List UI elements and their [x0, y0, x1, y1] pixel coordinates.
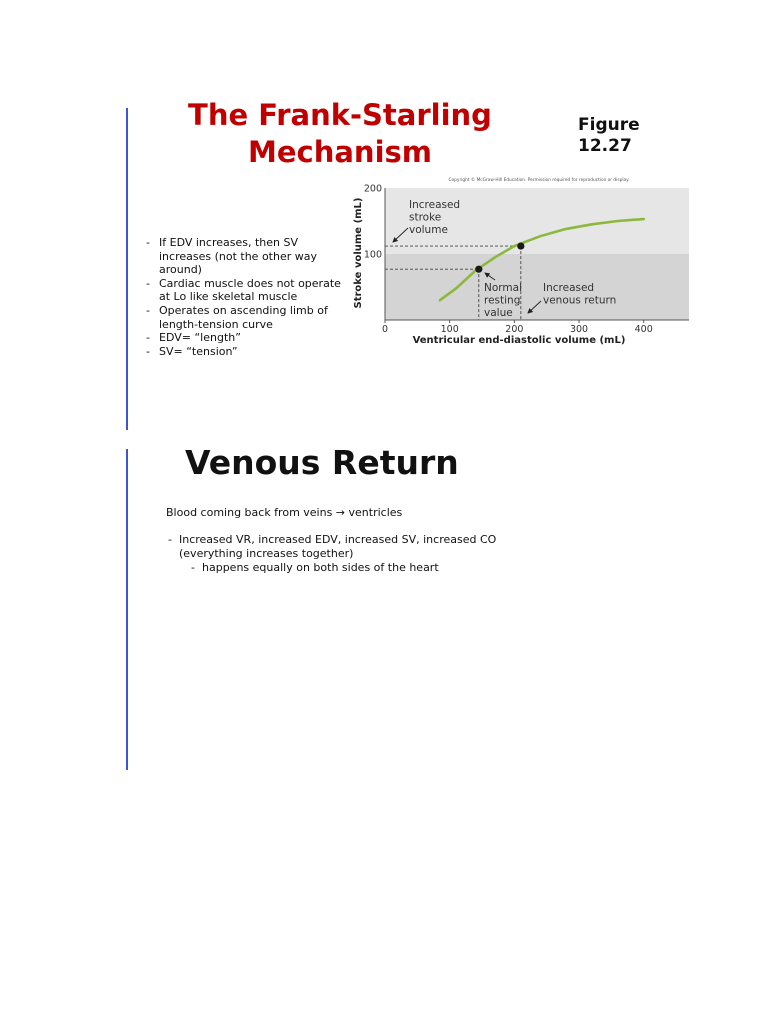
frank-starling-chart [347, 176, 697, 352]
x-axis-label: Ventricular end-diastolic volume (mL) [412, 335, 626, 346]
bullet-line: increases (not the other way [159, 249, 317, 263]
bullet-line: - Operates on ascending limb of [159, 303, 328, 317]
x-tick-label: 0 [381, 324, 389, 335]
bullet-item [145, 331, 345, 345]
bullet-line: - Cardiac muscle does not operate [159, 276, 341, 290]
intro-text: Blood coming back from veins → ventricles [166, 506, 403, 519]
bullet-line: - SV= “tension” [159, 344, 238, 358]
bullet-line: - EDV= “length” [159, 331, 241, 345]
x-tick-label: 200 [505, 324, 524, 335]
bullet-line: - Increased VR, increased EDV, increased SV, increased CO [179, 533, 497, 546]
title-line: The Frank-Starling [188, 98, 492, 132]
y-tick-label: 200 [363, 183, 382, 195]
title-line: Mechanism [248, 135, 432, 169]
bullet-line: at Lo like skeletal muscle [159, 290, 298, 304]
annotation-increased-stroke-volume: Increased stroke volume [409, 199, 461, 236]
bullet-item [145, 304, 345, 331]
slide-divider-bar [126, 108, 128, 430]
x-tick-label: 300 [569, 324, 589, 335]
x-tick-label: 400 [634, 324, 653, 335]
chart-band-lower [385, 254, 689, 320]
annotation-normal-resting-value: Normal resting value [484, 282, 522, 319]
bullet-item [145, 277, 345, 304]
bullet-item [166, 533, 506, 575]
copyright-text: Copyright © McGraw-Hill Education. Permission required for reproduction or display. [448, 178, 630, 183]
bullet-item [145, 345, 345, 359]
chart-svg [347, 176, 697, 348]
bullet-line: around) [159, 263, 202, 277]
sub-bullet-list [179, 561, 506, 575]
data-point [475, 266, 482, 273]
figure-label-line: 12.27 [578, 136, 632, 156]
figure-label-line: Figure [578, 115, 640, 135]
sub-bullet-item: - happens equally on both sides of the heart [189, 561, 506, 575]
slide-title [180, 97, 500, 171]
y-axis-label: Stroke volume (mL) [353, 197, 364, 309]
bullet-line: length-tension curve [159, 317, 273, 331]
bullet-item [145, 236, 345, 277]
slide-title: Venous Return [185, 443, 459, 482]
y-tick-label: 100 [363, 249, 382, 261]
bullet-list [145, 236, 345, 358]
bullet-line: - If EDV increases, then SV [159, 236, 298, 249]
figure-label [578, 115, 640, 157]
bullet-list [166, 533, 506, 575]
data-point [517, 242, 524, 249]
bullet-line: (everything increases together) [179, 547, 354, 560]
slide-divider-bar [126, 449, 128, 770]
annotation-increased-venous-return: Increased venous return [543, 282, 617, 307]
x-tick-label: 100 [440, 324, 459, 335]
